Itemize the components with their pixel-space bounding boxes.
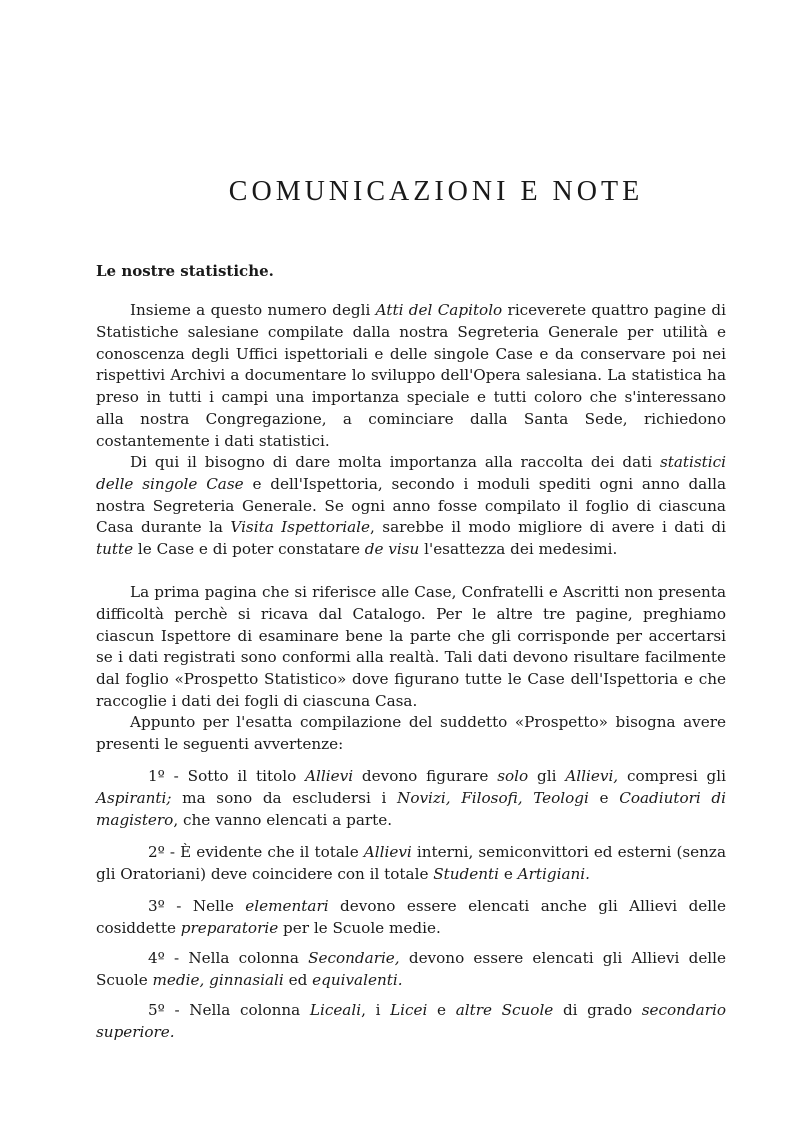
italic-text: Visita Ispettoriale [230,518,371,537]
text-run: e [588,788,620,807]
paragraph [96,452,726,561]
text-run: e [427,1001,456,1019]
text-run: , che vanno elencati a parte. [173,810,393,829]
text-run: 5º - Nella colonna [148,1001,310,1019]
italic-text: Allievi, [565,767,619,785]
text-run: , sarebbe il modo migliore di avere i dati di [370,518,726,537]
italic-text: medie, ginnasiali [152,970,284,989]
text-run: ed [283,970,313,989]
italic-text: secondario superiore. [96,1001,727,1041]
italic-text: altre Scuole [455,1001,554,1019]
text-run: interni, semiconvittori ed esterni (senza gli Oratoriani) deve coincidere con il totale [96,843,726,883]
italic-text: preparatorie [180,918,279,937]
italic-text: elementari [245,897,329,915]
italic-text: Allievi [305,767,354,785]
text-run: 4º - Nella colonna [148,949,309,967]
italic-text: Allievi [363,843,412,861]
paragraph [96,300,726,453]
text-run: l'esattezza dei medesimi. [419,540,618,559]
italic-text: Coadiutori di magistero [96,788,727,829]
list-item [96,948,726,992]
text-run: 1º - Sotto il titolo [148,767,306,785]
text-run: Insieme a questo numero degli [130,301,376,319]
text-run: di grado [553,1001,642,1019]
text-run: devono figurare [353,767,498,785]
list-item [96,896,726,940]
text-run: Di qui il bisogno di dare molta importanza alla raccolta dei dati [130,453,660,471]
list-item [96,1000,726,1044]
text-run: , i [361,1001,391,1019]
text-run: La prima pagina che si riferisce alle Case, Confratelli e Ascritti non presenta difficoltà perchè si ricava dal Catalogo. Per le altre tre pagine, preghiamo ciascun Ispettore di esaminare bene la parte che gli corrisponde per accertarsi se i dati registrati sono conformi alla realtà. Tali dati devono risultare facilmente dal foglio «Prospetto Statistico» dove figurano tutte le Case dell'Ispettoria e che raccoglie i dati dei fogli di ciascuna Casa. [96,583,726,710]
italic-text: Liceali [309,1001,362,1019]
text-run: Appunto per l'esatta compilazione del suddetto «Prospetto» bisogna avere presenti le seguenti avvertenze: [96,713,726,753]
list-item [96,842,726,886]
text-run: per le Scuole medie. [278,918,441,937]
italic-text: solo [497,767,529,785]
section-heading: Le nostre statistiche. [96,262,274,280]
italic-text: Secondarie, [308,949,400,967]
italic-text: statistici delle singole Case [96,453,726,493]
italic-text: equivalenti. [312,970,403,989]
italic-text: Aspiranti; [96,788,172,807]
italic-text: de visu [364,540,420,559]
italic-text: Studenti [433,864,500,883]
text-run: ma sono da escludersi i [171,788,398,807]
text-run: devono essere elencati gli Allievi delle Scuole [96,949,727,989]
text-run: compresi gli [618,767,726,785]
italic-text: Novizi, Filosofi, Teologi [397,788,589,807]
text-run: gli [528,767,566,785]
italic-text: Artigiani. [517,864,590,883]
list-item [96,766,726,831]
paragraph [96,582,726,713]
text-run: 2º - È evidente che il totale [148,843,364,861]
text-run: devono essere elencati anche gli Allievi delle cosiddette [96,897,727,937]
italic-text: Atti del Capitolo [375,301,503,319]
page-title: COMUNICAZIONI E NOTE [228,176,644,207]
text-run: 3º - Nelle [148,897,246,915]
text-run: e [499,864,518,883]
italic-text: tutte [96,540,134,559]
text-run: le Case e di poter constatare [133,540,365,559]
text-run: riceverete quattro pagine di Statistiche salesiane compilate dalla nostra Segreteria Generale per utilità e conoscenza degli Uffici ispettoriali e delle singole Case e da conservare poi nei rispettivi Archivi a documentare lo sviluppo dell'Opera salesiana. La statistica ha preso in tutti i campi una importanza speciale e tutti coloro che s'interessano alla nostra Congregazione, a cominciare dalla Santa Sede, richiedono costantemente i dati statistici. [96,301,726,450]
text-run: e dell'Ispettoria, secondo i moduli spediti ogni anno dalla nostra Segreteria Generale. Se ogni anno fosse compilato il foglio di ciascuna Casa durante la [96,474,726,537]
italic-text: Licei [390,1001,428,1019]
paragraph [96,712,726,756]
